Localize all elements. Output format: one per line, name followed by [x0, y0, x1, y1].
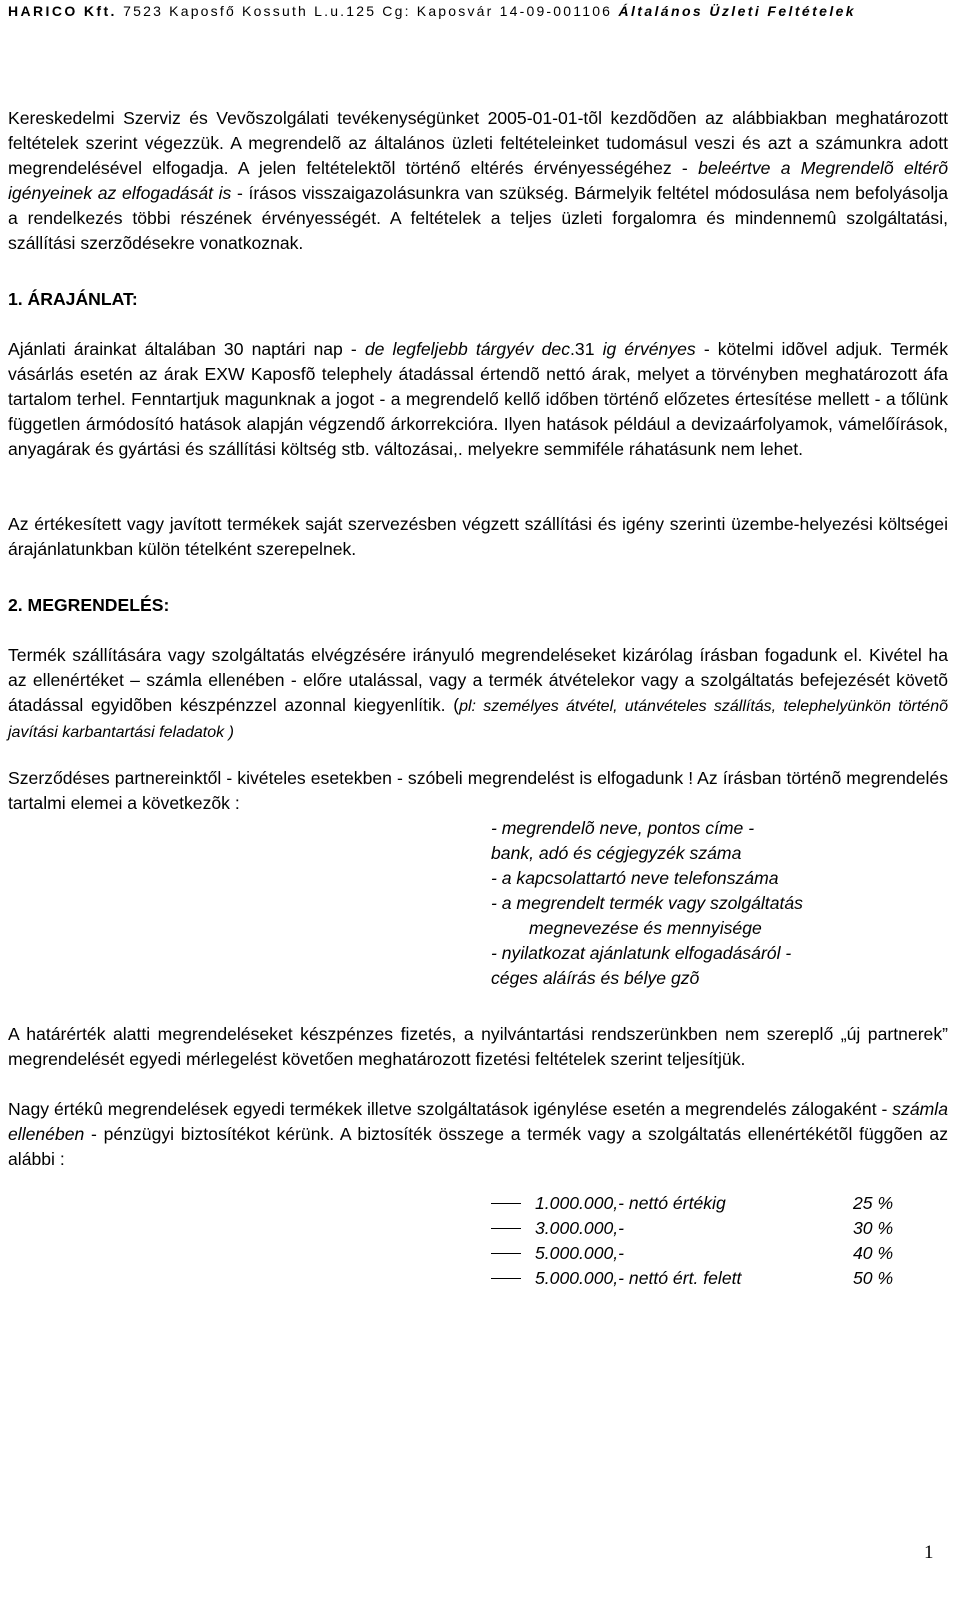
deposit-percent: 40 % — [853, 1243, 894, 1263]
company-address: 7523 Kaposfő Kossuth L.u.125 Cg: Kaposvár 14-09-001106 — [123, 3, 613, 19]
requirements-list — [491, 816, 941, 991]
list-item: megnevezése és mennyisége — [529, 918, 762, 938]
section-1-paragraph — [8, 337, 948, 462]
dash-bullet — [491, 1203, 521, 1204]
list-item: - a kapcsolattartó neve telefonszáma — [491, 868, 779, 888]
list-item: - megrendelõ neve, pontos címe - — [491, 818, 755, 838]
deposit-percent: 50 % — [853, 1268, 894, 1288]
deposit-amount: 3.000.000,- — [535, 1218, 625, 1238]
deposit-percent: 30 % — [853, 1218, 894, 1238]
table-row — [8, 1191, 948, 1216]
order-text: Termék szállítására vagy szolgáltatás elvégzésére irányuló megrendeléseket kizárólag írásban fogadunk el. Kivétel ha az ellenértéket – számla ellenében - előre utalással, vagy a termék átvételekor vagy a szolgáltatás befejezését követõ átadással egyidõben készpénzzel azonnal kiegyenlítik. ( — [8, 645, 948, 715]
shipping-paragraph: Az értékesített vagy javított termékek saját szervezésben végzett szállítási és igény szerinti üzembe-helyezési költségei árajánlatunkban külön tételként szerepelnek. — [8, 514, 948, 559]
intro-italic: beleértve a Megrendelõ eltérõ igényeinek az elfogadását is — [8, 158, 948, 203]
section-2-heading: 2. MEGRENDELÉS: — [8, 595, 170, 615]
list-item: - a megrendelt termék vagy szolgáltatás — [491, 893, 803, 913]
s1-text-a: Ajánlati árainkat általában 30 naptári nap - — [8, 339, 357, 359]
dash-bullet — [491, 1228, 521, 1229]
deposit-text-b: - pénzügyi biztosítékot kérünk. A biztosíték összege a termék vagy a szolgáltatás ellenértékétõl függõen az alábbi : — [8, 1124, 949, 1169]
intro-text: Kereskedelmi Szerviz és Vevõszolgálati tevékenységünket 2005-01-01-tõl kezdõdõen az alábbiakban meghatározott feltételek szerint végezzük. A megrendelõ az általános üzleti feltételeinket tudomásul veszi és azt a számunkra adott megrendelésével elfogadja. A jelen feltételektõl történő eltérés érvényességéhez - — [8, 108, 948, 178]
deposit-paragraph — [8, 1097, 948, 1172]
deposit-text-a: Nagy értékû megrendelések egyedi termékek illetve szolgáltatások igénylése esetén a megrendelés zálogaként - — [8, 1099, 888, 1119]
list-item: céges aláírás és bélye gzõ — [491, 968, 700, 988]
deposit-table — [8, 1191, 948, 1291]
dash-bullet — [491, 1253, 521, 1254]
table-row — [8, 1266, 948, 1291]
s1-text-c: .31 — [570, 339, 595, 359]
page-header — [8, 3, 952, 19]
verbal-order-paragraph: Szerződéses partnereinktől - kivételes esetekben - szóbeli megrendelést is elfogadunk ! Az írásban történõ megrendelés tartalmi elemei a következõk : — [8, 768, 948, 813]
s1-text-e: - kötelmi idõvel adjuk. — [703, 339, 883, 359]
page-number: 1 — [924, 1542, 934, 1563]
deposit-italic: számla ellenében — [8, 1099, 948, 1144]
list-item: bank, adó és cégjegyzék száma — [491, 843, 742, 863]
intro-paragraph — [8, 106, 948, 256]
s1-text-f: Termék vásárlás esetén az árak EXW Kaposfõ telephely átadással értendõ nettó árak, melyet a törvényben meghatározott áfa tartalom terhel. Fenntartjuk magunknak a jogot - a megrendelő kellő időben történő előzetes értesítése mellett - a tőlünk független ármódosító hatások alapján végzendő árkorrekcióra. Ilyen hatások például a devizaárfolyamok, vámelőírások, anyagárak és gyártási és szállítási költség stb. változásai,. melyekre semmiféle ráhatásunk nem lehet. — [8, 339, 948, 459]
intro-rest: - írásos visszaigazolásunkra van szükség. Bármelyik feltétel módosulása nem befolyásolja a rendelkezés többi részének érvényességét. A feltételek a teljes üzleti forgalomra és mindennemû szolgáltatási, szállítási szerzõdésekre vonatkoznak. — [8, 183, 948, 253]
company-name: HARICO Kft. — [8, 3, 117, 19]
deposit-amount: 5.000.000,- nettó ért. felett — [535, 1268, 742, 1288]
deposit-amount: 5.000.000,- — [535, 1243, 625, 1263]
table-row — [8, 1216, 948, 1241]
s1-italic-b: de legfeljebb tárgyév dec — [364, 339, 571, 359]
list-item: - nyilatkozat ajánlatunk elfogadásáról - — [491, 943, 792, 963]
threshold-paragraph: A határérték alatti megrendeléseket készpénzes fizetés, a nyilvántartási rendszerünkben nem szereplő „új partnerek” megrendelését egyedi mérlegelést követően meghatározott fizetési feltételek szerint teljesítjük. — [8, 1024, 948, 1069]
order-italic: pl: személyes átvétel, utánvételes szállítás, telephelyünkön történõ javítási karbantartási feladatok ) — [8, 698, 949, 741]
s1-italic-d: ig érvényes — [602, 339, 696, 359]
order-paragraph — [8, 643, 948, 745]
document-title: Általános Üzleti Feltételek — [618, 3, 856, 19]
deposit-percent: 25 % — [853, 1193, 894, 1213]
section-1-heading: 1. ÁRAJÁNLAT: — [8, 289, 138, 309]
dash-bullet — [491, 1278, 521, 1279]
table-row — [8, 1241, 948, 1266]
deposit-amount: 1.000.000,- nettó értékig — [535, 1193, 726, 1213]
document-body — [8, 106, 948, 1291]
